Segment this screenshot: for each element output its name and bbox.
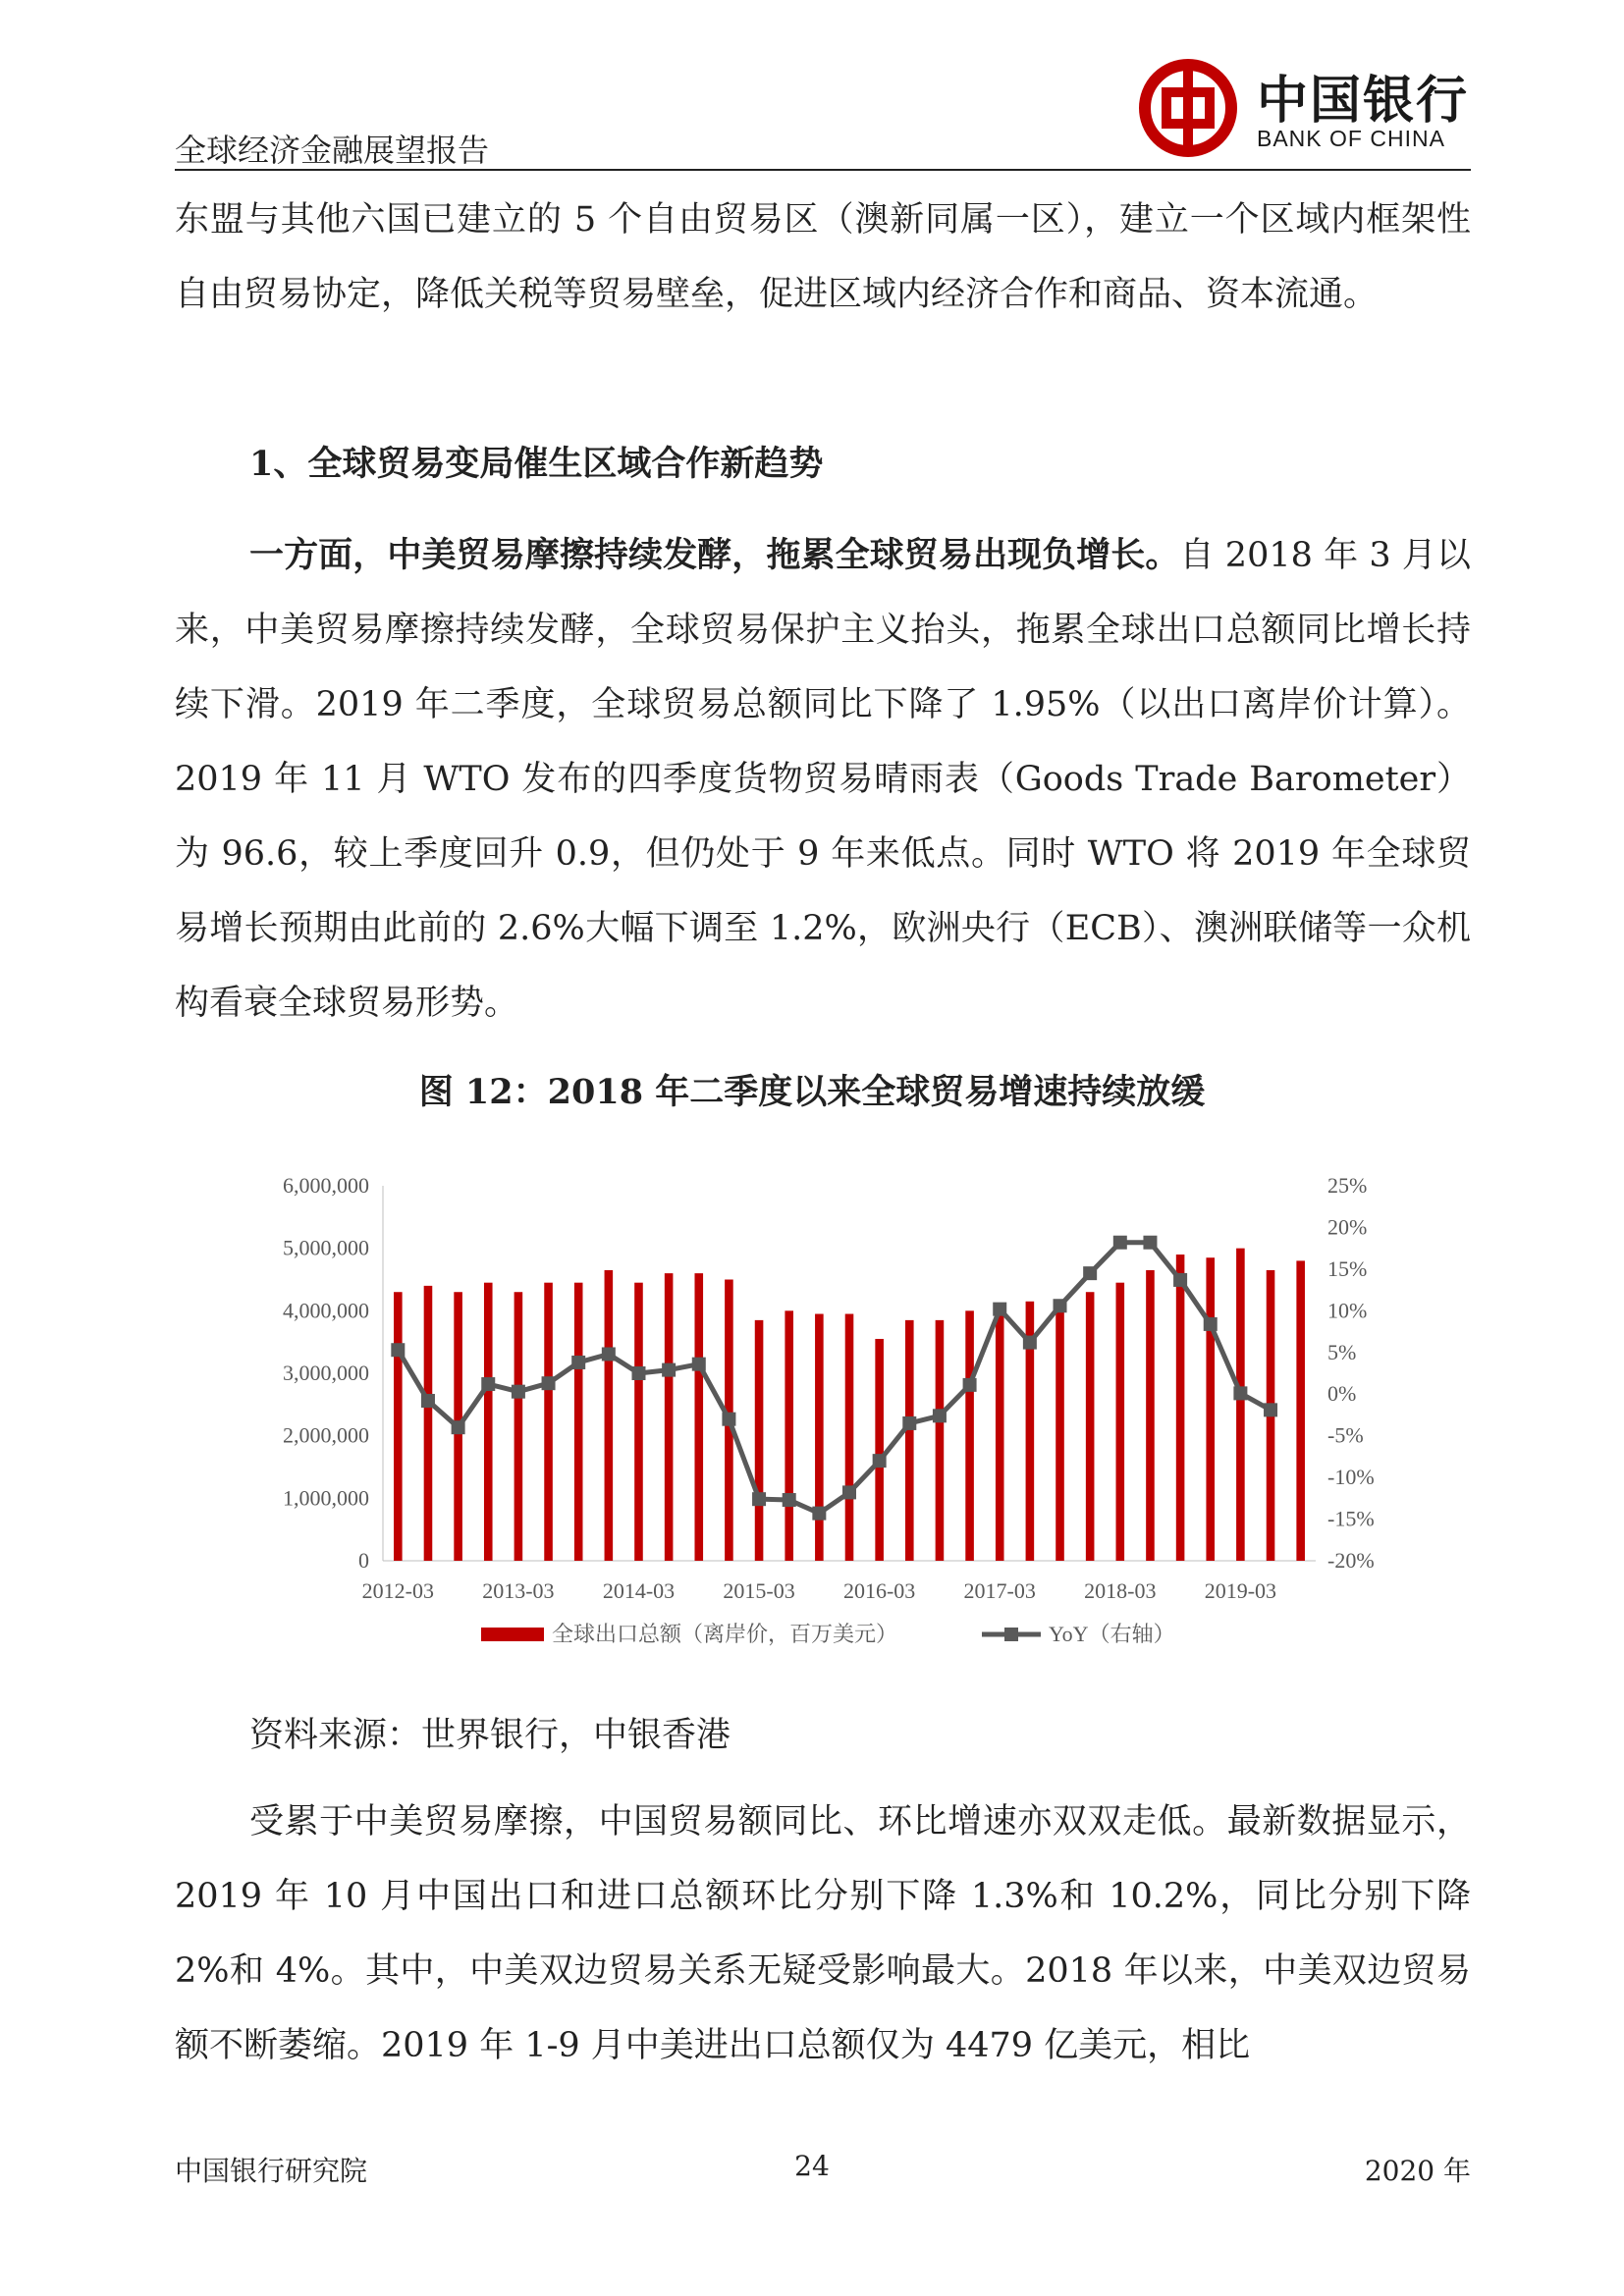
- bar-export-total: [1116, 1283, 1125, 1561]
- bar-export-total: [785, 1310, 793, 1561]
- yoy-point: [933, 1409, 947, 1422]
- yoy-point: [1143, 1236, 1157, 1250]
- yoy-point: [1054, 1299, 1067, 1312]
- paragraph-trade-friction-text: [175, 518, 1471, 1041]
- yoy-point: [842, 1485, 856, 1499]
- bar-export-total: [905, 1320, 914, 1561]
- bar-export-total: [1176, 1255, 1185, 1561]
- legend-line-marker: [1004, 1628, 1018, 1641]
- yoy-point: [1173, 1273, 1187, 1287]
- yoy-point: [662, 1363, 676, 1377]
- bar-export-total: [544, 1283, 553, 1561]
- yoy-point: [1023, 1336, 1037, 1350]
- bar-export-total: [1086, 1292, 1095, 1561]
- yoy-point: [812, 1507, 826, 1521]
- yoy-point: [602, 1347, 616, 1361]
- section-heading: 1、全球贸易变局催生区域合作新趋势: [249, 444, 824, 484]
- header-divider: [175, 169, 1471, 171]
- bank-logo: [1139, 57, 1473, 165]
- right-axis-tick-label: 10%: [1327, 1298, 1368, 1323]
- right-axis-tick-label: -20%: [1327, 1548, 1375, 1573]
- yoy-point: [993, 1303, 1006, 1316]
- right-axis-tick-label: 20%: [1327, 1214, 1368, 1240]
- bar-export-total: [845, 1314, 854, 1561]
- left-axis-tick-label: 3,000,000: [283, 1361, 369, 1385]
- yoy-point: [452, 1420, 465, 1434]
- yoy-point: [722, 1413, 735, 1426]
- yoy-point: [1264, 1403, 1277, 1416]
- yoy-point: [421, 1394, 435, 1408]
- bar-export-total: [1146, 1270, 1155, 1561]
- paragraph-china-trade: [175, 1785, 1471, 2083]
- report-title: 全球经济金融展望报告: [175, 132, 490, 169]
- left-axis-tick-label: 5,000,000: [283, 1235, 369, 1260]
- x-axis-tick-label: 2017-03: [963, 1578, 1036, 1603]
- paragraph-lead-bold: 一方面，中美贸易摩擦持续发酵，拖累全球贸易出现负增长。: [249, 535, 1180, 575]
- left-axis-tick-label: 2,000,000: [283, 1422, 369, 1448]
- yoy-point: [1113, 1236, 1127, 1250]
- page-number: 24: [794, 2150, 830, 2182]
- yoy-point: [1083, 1266, 1097, 1280]
- yoy-point: [631, 1366, 645, 1380]
- source-note: 资料来源：世界银行，中银香港: [249, 1716, 731, 1755]
- yoy-point: [542, 1376, 556, 1390]
- yoy-point: [902, 1416, 916, 1430]
- bar-export-total: [394, 1292, 403, 1561]
- x-axis-tick-label: 2014-03: [602, 1578, 676, 1603]
- trade-chart: [187, 1158, 1443, 1669]
- x-axis-tick-label: 2016-03: [842, 1578, 916, 1603]
- legend-line-label: YoY（右轴）: [1049, 1622, 1175, 1646]
- x-axis-tick-label: 2019-03: [1204, 1578, 1277, 1603]
- bar-export-total: [694, 1273, 703, 1561]
- bar-export-total: [424, 1286, 433, 1561]
- legend-bar-label: 全球出口总额（离岸价，百万美元）: [552, 1622, 898, 1646]
- bar-export-total: [634, 1283, 643, 1561]
- bar-export-total: [1206, 1257, 1215, 1561]
- yoy-point: [481, 1377, 495, 1391]
- right-axis-tick-label: 15%: [1327, 1255, 1368, 1281]
- bar-export-total: [484, 1283, 493, 1561]
- bar-export-total: [605, 1270, 614, 1561]
- yoy-point: [692, 1358, 706, 1371]
- bar-export-total: [936, 1320, 945, 1561]
- left-axis-tick-label: 4,000,000: [283, 1298, 369, 1323]
- legend-bar-swatch: [481, 1628, 544, 1641]
- logo-chinese-name: 中国银行: [1257, 71, 1470, 131]
- yoy-point: [752, 1492, 766, 1506]
- bar-export-total: [574, 1283, 583, 1561]
- logo-english-name: BANK OF CHINA: [1257, 126, 1445, 151]
- bar-export-total: [996, 1308, 1004, 1561]
- x-axis-tick-label: 2013-03: [482, 1578, 555, 1603]
- footer-institute: 中国银行研究院: [175, 2155, 368, 2187]
- paragraph-china-trade-text: 受累于中美贸易摩擦，中国贸易额同比、环比增速亦双双走低。最新数据显示，2019 年 10 月中国出口和进口总额环比分别下降 1.3%和 10.2%，同比分别下降 2%和 4%。其中，中美双边贸易关系无疑受影响最大。2018 年以来，中美双边贸易额不断萎缩。2019 年 1-9 月中美进出口总额仅为 4479 亿美元，相比: [175, 1802, 1471, 2065]
- yoy-point: [963, 1378, 977, 1392]
- paragraph-trade-friction: [175, 518, 1471, 1041]
- right-axis-tick-label: 0%: [1327, 1381, 1357, 1407]
- x-axis-tick-label: 2018-03: [1084, 1578, 1157, 1603]
- right-axis-tick-label: -10%: [1327, 1465, 1375, 1490]
- intro-text: 东盟与其他六国已建立的 5 个自由贸易区（澳新同属一区），建立一个区域内框架性自由贸易协定，降低关税等贸易壁垒，促进区域内经济合作和商品、资本流通。: [175, 200, 1471, 314]
- intro-paragraph: [175, 183, 1471, 332]
- bar-export-total: [875, 1339, 884, 1561]
- x-axis-tick-label: 2012-03: [361, 1578, 434, 1603]
- bar-export-total: [1236, 1249, 1245, 1561]
- yoy-line: [398, 1243, 1271, 1514]
- bar-export-total: [755, 1320, 764, 1561]
- footer-year: 2020 年: [1364, 2155, 1471, 2187]
- right-axis-tick-label: 25%: [1327, 1173, 1368, 1198]
- figure-title: 图 12：2018 年二季度以来全球贸易增速持续放缓: [418, 1072, 1206, 1112]
- yoy-point: [512, 1385, 525, 1399]
- bar-export-total: [1296, 1260, 1305, 1561]
- x-axis-tick-label: 2015-03: [723, 1578, 795, 1603]
- yoy-point: [873, 1454, 887, 1468]
- left-axis-tick-label: 1,000,000: [283, 1485, 369, 1511]
- bar-export-total: [815, 1314, 824, 1561]
- left-axis-tick-label: 0: [358, 1548, 369, 1573]
- right-axis-tick-label: -15%: [1327, 1506, 1375, 1531]
- yoy-point: [783, 1493, 796, 1507]
- yoy-point: [1204, 1317, 1218, 1331]
- yoy-point: [571, 1356, 585, 1369]
- yoy-point: [1233, 1386, 1247, 1400]
- bar-export-total: [665, 1273, 674, 1561]
- paragraph-body: 自 2018 年 3 月以来，中美贸易摩擦持续发酵，全球贸易保护主义抬头，拖累全球出口总额同比增长持续下滑。2019 年二季度，全球贸易总额同比下降了 1.95%（以出口离岸价计算）。2019 年 11 月 WTO 发布的四季度货物贸易晴雨表（Goods Trade Barometer）为 96.6，较上季度回升 0.9，但仍处于 9 年来低点。同时 WTO 将 2019 年全球贸易增长预期由此前的 2.6%大幅下调至 1.2%，欧洲央行（ECB）、澳洲联储等一众机构看衰全球贸易形势。: [175, 536, 1471, 1023]
- left-axis-tick-label: 6,000,000: [283, 1173, 369, 1198]
- right-axis-tick-label: 5%: [1327, 1339, 1357, 1364]
- bar-export-total: [1056, 1302, 1064, 1561]
- bank-of-china-emblem-icon: [1139, 59, 1237, 157]
- bar-export-total: [965, 1310, 974, 1561]
- bar-export-total: [514, 1292, 523, 1561]
- yoy-point: [391, 1343, 405, 1357]
- chart-container: [187, 1158, 1443, 1669]
- right-axis-tick-label: -5%: [1327, 1422, 1364, 1448]
